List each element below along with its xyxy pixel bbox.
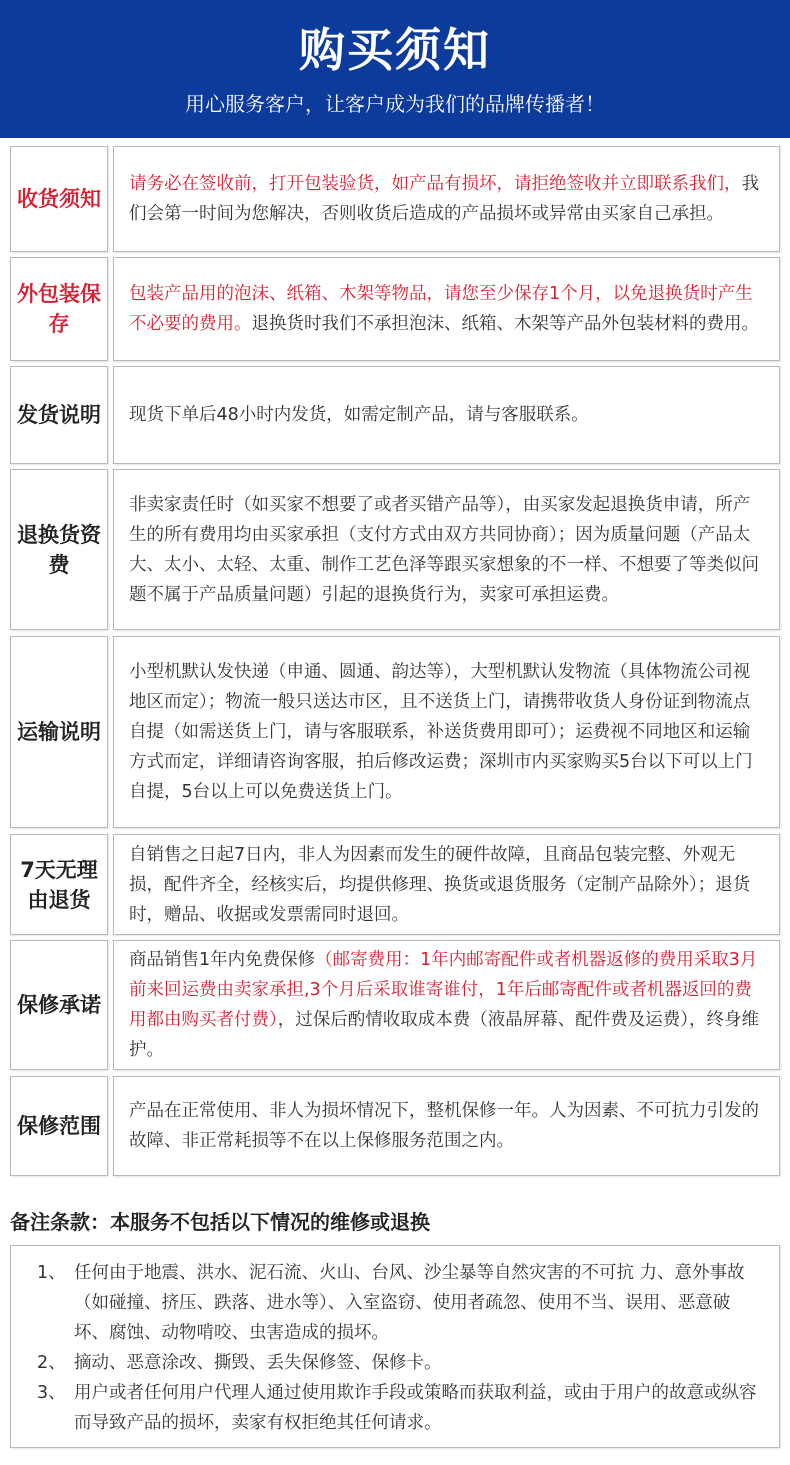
row-label: 发货说明 <box>17 403 101 427</box>
notice-row-return-fees <box>10 469 780 630</box>
row-label-box <box>10 1076 108 1176</box>
row-label-box <box>10 636 108 828</box>
row-label: 收货须知 <box>17 187 101 211</box>
remark-number: 3、 <box>37 1383 66 1403</box>
row-content: 现货下单后48小时内发货，如需定制产品，请与客服联系。 <box>129 405 589 425</box>
row-content-box <box>113 257 780 361</box>
remarks-title: 备注条款：本服务不包括以下情况的维修或退换 <box>10 1210 430 1234</box>
row-content-box <box>113 1076 780 1176</box>
page-subtitle: 用心服务客户，让客户成为我们的品牌传播者！ <box>185 92 605 116</box>
remarks-box <box>10 1245 780 1448</box>
page-title: 购买须知 <box>299 23 491 77</box>
row-label: 运输说明 <box>17 720 101 744</box>
row-label: 7天无理由退货 <box>20 857 98 912</box>
row-content-tail: ，过保后酌情收取成本费（液晶屏幕、配件费及运费），终身维护。 <box>129 1010 759 1060</box>
remark-item <box>37 1378 757 1438</box>
row-content-box <box>113 834 780 935</box>
remark-number: 1、 <box>37 1263 66 1283</box>
remark-text: 任何由于地震、洪水、泥石流、火山、台风、沙尘暴等自然灾害的不可抗 力、意外事故（如碰撞、挤压、跌落、进水等）、入室盗窃、使用者疏忽、使用不当、误用、恶意破坏、腐蚀、动物啃咬、虫害造成的损坏。 <box>74 1263 745 1343</box>
notice-row-transport <box>10 636 780 828</box>
row-label-box <box>10 146 108 252</box>
row-label-box <box>10 834 108 935</box>
row-content-highlight: （邮寄费用：1年内邮寄配件或者机器返修的费用采取3月前来回运费由卖家承担,3个月后采取谁寄谁付，1年后邮寄配件或者机器返回的费用都由购买者付费） <box>129 950 758 1030</box>
row-content-box <box>113 146 780 252</box>
row-label-box <box>10 366 108 464</box>
row-content <box>129 945 765 1065</box>
row-content-box <box>113 636 780 828</box>
row-content-highlight: 包装产品用的泡沫、纸箱、木架等物品，请您至少保存1个月，以免退换货时产生不必要的费用。 <box>129 284 753 334</box>
row-label-box <box>10 469 108 630</box>
notice-row-packaging <box>10 257 780 361</box>
row-content-normal: 我们会第一时间为您解决，否则收货后造成的产品损坏或异常由买家自己承担。 <box>129 174 759 224</box>
notice-row-receipt <box>10 146 780 252</box>
row-label: 外包装保存 <box>17 282 101 336</box>
notice-row-shipping <box>10 366 780 464</box>
notice-row-warranty-promise <box>10 940 780 1070</box>
row-label: 保修范围 <box>17 1114 101 1138</box>
row-label: 保修承诺 <box>17 993 101 1017</box>
row-content-lead: 商品销售1年内免费保修 <box>129 950 316 970</box>
row-content <box>129 279 765 339</box>
remark-text: 用户或者任何用户代理人通过使用欺诈手段或策略而获取利益，或由于用户的故意或纵容而导致产品的损坏，卖家有权拒绝其任何请求。 <box>74 1383 757 1433</box>
remark-number: 2、 <box>37 1353 66 1373</box>
row-content: 小型机默认发快递（申通、圆通、韵达等），大型机默认发物流（具体物流公司视地区而定）；物流一般只送达市区，且不送货上门，请携带收货人身份证到物流点自提（如需送货上门，请与客服联系，补送货费用即可）；运费视不同地区和运输方式而定，详细请咨询客服，拍后修改运费；深圳市内买家购买5台以下可以上门自提，5台以上可以免费送货上门。 <box>129 662 753 802</box>
row-content-highlight: 请务必在签收前，打开包装验货，如产品有损坏，请拒绝签收并立即联系我们， <box>129 174 742 194</box>
row-label-box <box>10 940 108 1070</box>
row-content: 产品在正常使用、非人为损坏情况下，整机保修一年。人为因素、不可抗力引发的故障、非正常耗损等不在以上保修服务范围之内。 <box>129 1101 759 1151</box>
row-content-normal: 退换货时我们不承担泡沫、纸箱、木架等产品外包装材料的费用。 <box>251 314 759 334</box>
notice-row-warranty-scope <box>10 1076 780 1176</box>
row-label-box <box>10 257 108 361</box>
page-header <box>0 0 790 138</box>
notice-row-7day-return <box>10 834 780 935</box>
row-content-box <box>113 469 780 630</box>
row-content: 自销售之日起7日内，非人为因素而发生的硬件故障，且商品包装完整、外观无损，配件齐全，经核实后，均提供修理、换货或退货服务（定制产品除外）；退货时，赠品、收据或发票需同时退回。 <box>129 844 751 925</box>
row-content: 非卖家责任时（如买家不想要了或者买错产品等），由买家发起退换货申请，所产生的所有费用均由买家承担（支付方式由双方共同协商）；因为质量问题（产品太大、太小、太轻、太重、制作工艺色泽等跟买家想象的不一样、不想要了等类似问题不属于产品质量问题）引起的退换货行为，卖家可承担运费。 <box>129 494 759 605</box>
remark-item <box>37 1348 757 1378</box>
row-label: 退换货资费 <box>17 522 101 577</box>
remark-item <box>37 1258 757 1348</box>
row-content-box <box>113 940 780 1070</box>
row-content <box>129 169 765 229</box>
remark-text: 摘动、恶意涂改、撕毁、丢失保修签、保修卡。 <box>74 1353 442 1373</box>
row-content-box <box>113 366 780 464</box>
